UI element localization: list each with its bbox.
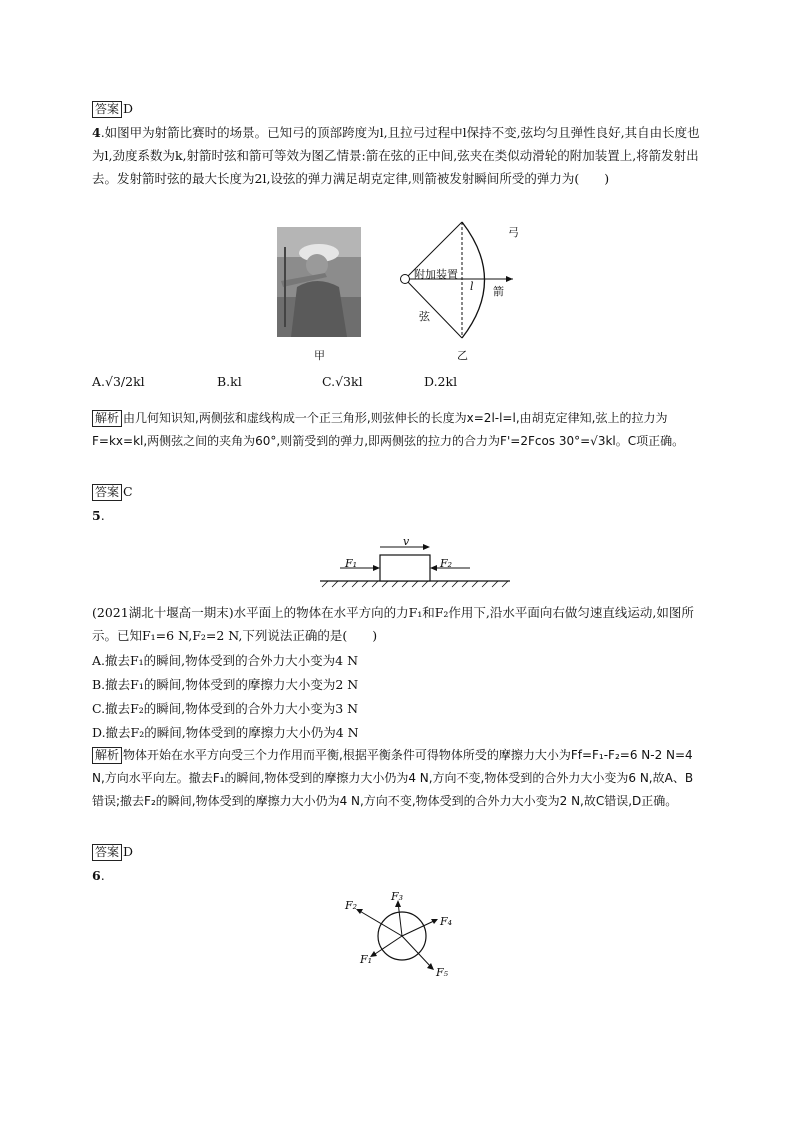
- label-device: 附加装置: [414, 268, 458, 281]
- option-d: D.2kl: [424, 374, 458, 389]
- question-5-number-line: [92, 506, 105, 526]
- force-f2-line: [358, 910, 402, 936]
- label-l: l: [470, 280, 474, 293]
- analysis-tag: 解析: [92, 410, 122, 427]
- question-5-dot: .: [100, 508, 105, 523]
- label-arrow: 箭: [493, 285, 504, 298]
- label-f4: F₄: [440, 915, 453, 928]
- analysis-tag: 解析: [92, 747, 122, 764]
- question-4-analysis: [92, 407, 704, 453]
- question-4-number: 4: [92, 125, 101, 140]
- figure-yi-caption: 乙: [457, 349, 468, 362]
- prev-answer-line: [92, 99, 133, 119]
- label-f1: F₁: [345, 557, 358, 570]
- question-5-option-b: B.撤去F₁的瞬间,物体受到的摩擦力大小变为2 N: [92, 677, 359, 692]
- label-f3: F₃: [391, 890, 404, 903]
- ground-hatch: [322, 581, 508, 587]
- question-5-answer-line: [92, 842, 133, 862]
- label-f1: F₁: [360, 953, 373, 966]
- label-f2: F₂: [440, 557, 453, 570]
- question-5-number: 5: [92, 508, 101, 523]
- label-f5: F₅: [436, 966, 449, 979]
- figure-jia-caption: 甲: [314, 349, 325, 362]
- question-4-analysis-text: 由几何知识知,两侧弦和虚线构成一个正三角形,则弦伸长的长度为x=2l-l=l,由胡克定律知,弦上的拉力为F=kx=kl,两侧弦之间的夹角为60°,则箭受到的弹力,即两侧弦的拉力的合力为F'=2Fcos 30°=√3kl。C项正确。: [92, 411, 685, 448]
- question-4-answer: C: [123, 484, 133, 499]
- option-b: B.kl: [217, 374, 242, 389]
- answer-tag: 答案: [92, 484, 122, 501]
- label-f2: F₂: [345, 899, 358, 912]
- question-5-analysis: [92, 744, 704, 813]
- answer-tag: 答案: [92, 844, 122, 861]
- archer-photo: [277, 227, 361, 337]
- bow-diagram: [395, 218, 525, 358]
- option-a: A.√3/2kl: [92, 374, 145, 389]
- pulley-circle: [401, 275, 410, 284]
- string-lower: [405, 279, 462, 338]
- question-4-answer-line: [92, 482, 133, 502]
- question-5-option-c: C.撤去F₂的瞬间,物体受到的合外力大小变为3 N: [92, 701, 359, 716]
- option-c: C.√3kl: [322, 374, 363, 389]
- force-f4-line: [402, 920, 436, 936]
- question-6-number-line: [92, 866, 105, 886]
- question-4-body: .如图甲为射箭比赛时的场景。已知弓的顶部跨度为l,且拉弓过程中l保持不变,弦均匀且弹性良好,其自由长度也为l,劲度系数为k,射箭时弦和箭可等效为图乙情景:箭在弦的正中间,弦夹在类似动滑轮的附加装置上,将箭发射出去。发射箭时弦的最大长度为2l,设弦的弹力满足胡克定律,则箭被发射瞬间所受的弹力为( ): [92, 125, 700, 186]
- question-5-option-a: A.撤去F₁的瞬间,物体受到的合外力大小变为4 N: [92, 653, 359, 668]
- question-5-answer: D: [123, 844, 134, 859]
- question-5-analysis-text: 物体开始在水平方向受三个力作用而平衡,根据平衡条件可得物体所受的摩擦力大小为Ff=F₁-F₂=6 N-2 N=4 N,方向水平向左。撤去F₁的瞬间,物体受到的摩擦力大小仍为4 N,方向不变,物体受到的合外力大小变为6 N,故A、B错误;撤去F₂的瞬间,物体受到的摩擦力大小仍为4 N,方向不变,物体受到的合外力大小变为2 N,故C错误,D正确。: [92, 748, 694, 808]
- question-4-text: [92, 121, 704, 190]
- prev-answer-value: D: [123, 101, 134, 116]
- force-f5-line: [402, 936, 432, 968]
- arrow-head: [506, 276, 513, 282]
- answer-tag: 答案: [92, 101, 122, 118]
- question-5-option-d: D.撤去F₂的瞬间,物体受到的摩擦力大小仍为4 N: [92, 725, 359, 740]
- question-6-number: 6: [92, 868, 101, 883]
- force-f3-line: [398, 902, 402, 936]
- question-5-text: (2021湖北十堰高一期末)水平面上的物体在水平方向的力F₁和F₂作用下,沿水平面向右做匀速直线运动,如图所示。已知F₁=6 N,F₂=2 N,下列说法正确的是( ): [92, 605, 694, 643]
- label-string: 弦: [419, 310, 430, 323]
- question-4-options: [92, 374, 704, 398]
- force-f1-line: [372, 936, 402, 956]
- label-bow: 弓: [508, 226, 519, 239]
- label-v: v: [403, 535, 410, 548]
- question-6-dot: .: [100, 868, 105, 883]
- block: [380, 555, 430, 581]
